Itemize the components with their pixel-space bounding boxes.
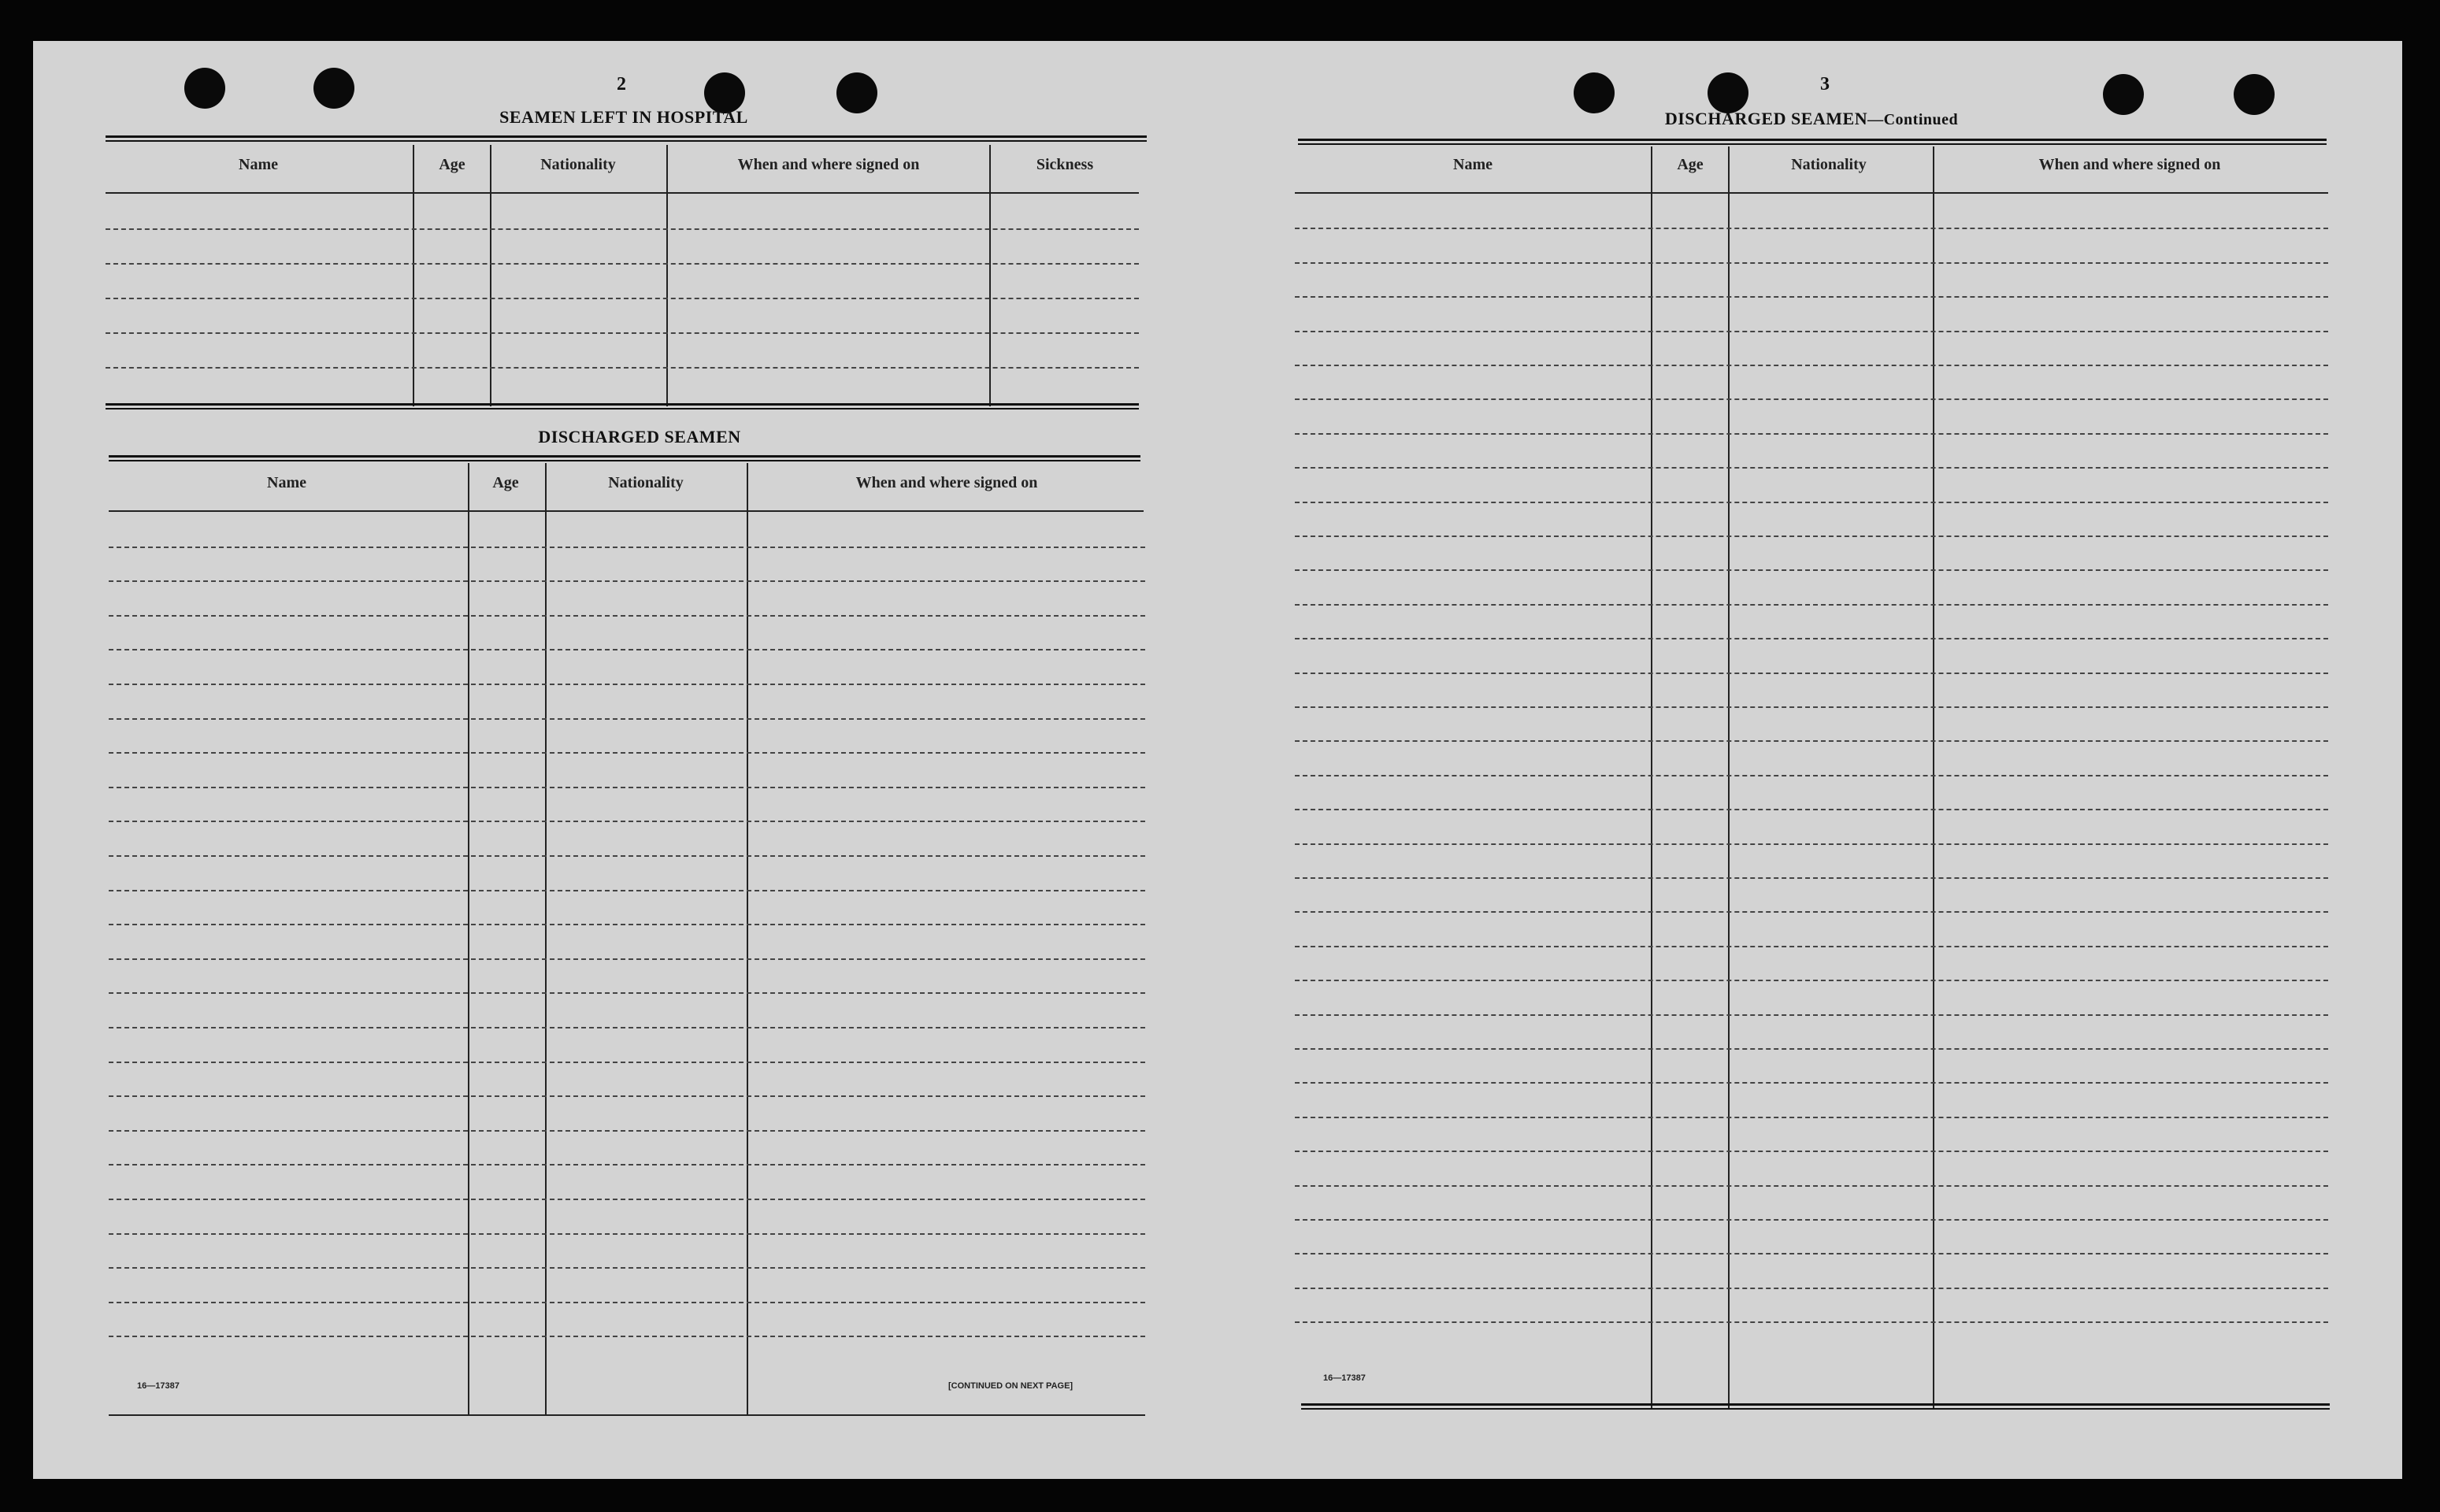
right-col-nationality: Nationality	[1791, 156, 1867, 173]
discharged-bottom-rule	[109, 1414, 1145, 1416]
discharged-entry-row	[109, 924, 1145, 925]
discharged-continued-entry-row	[1295, 1014, 2328, 1016]
hospital-header-rule	[106, 192, 1139, 194]
discharged-col-age: Age	[492, 474, 519, 491]
discharged-entry-row	[109, 1062, 1145, 1063]
right-header-rule	[1295, 192, 2328, 194]
hospital-col-sickness: Sickness	[1036, 156, 1094, 173]
hospital-entry-row	[106, 367, 1139, 369]
right-table-top-rule	[1298, 139, 2327, 145]
discharged-col-nationality: Nationality	[608, 474, 684, 491]
right-col-signed-on: When and where signed on	[2038, 156, 2221, 173]
discharged-continued-entry-row	[1295, 1117, 2328, 1118]
punch-hole	[184, 68, 225, 109]
hospital-table-top-rule	[106, 135, 1147, 142]
right-col-name: Name	[1453, 156, 1493, 173]
discharged-continued-entry-row	[1295, 1082, 2328, 1084]
discharged-entry-row	[109, 787, 1145, 788]
discharged-continued-entry-row	[1295, 706, 2328, 708]
hospital-col-nationality: Nationality	[540, 156, 616, 173]
discharged-col-divider	[545, 463, 547, 1416]
discharged-continued-entry-row	[1295, 467, 2328, 469]
discharged-continued-entry-row	[1295, 228, 2328, 229]
punch-hole	[836, 72, 877, 113]
discharged-entry-row	[109, 1027, 1145, 1028]
discharged-continued-entry-row	[1295, 638, 2328, 639]
discharged-section-title: DISCHARGED SEAMEN	[538, 427, 741, 447]
discharged-continued-entry-row	[1295, 946, 2328, 947]
right-col-age: Age	[1677, 156, 1704, 173]
discharged-continued-entry-row	[1295, 673, 2328, 674]
discharged-continued-entry-row	[1295, 296, 2328, 298]
hospital-entry-row	[106, 298, 1139, 299]
discharged-continued-entry-row	[1295, 569, 2328, 571]
discharged-entry-row	[109, 890, 1145, 891]
hospital-col-age: Age	[439, 156, 465, 173]
continued-suffix: —Continued	[1867, 111, 1959, 128]
discharged-continued-entry-row	[1295, 262, 2328, 264]
discharged-entry-row	[109, 580, 1145, 582]
discharged-continued-entry-row	[1295, 775, 2328, 776]
discharged-col-divider	[468, 463, 469, 1416]
discharged-entry-row	[109, 1336, 1145, 1337]
discharged-continued-title	[1665, 109, 1958, 129]
discharged-continued-entry-row	[1295, 843, 2328, 845]
punch-hole	[2103, 74, 2144, 115]
discharged-continued-entry-row	[1295, 433, 2328, 435]
punch-hole	[2234, 74, 2275, 115]
discharged-continued-entry-row	[1295, 331, 2328, 332]
discharged-continued-entry-row	[1295, 1253, 2328, 1254]
discharged-continued-entry-row	[1295, 502, 2328, 503]
discharged-continued-entry-row	[1295, 1185, 2328, 1187]
hospital-col-signed-on: When and where signed on	[737, 156, 920, 173]
discharged-col-signed-on: When and where signed on	[855, 474, 1038, 491]
right-table-bottom-rule	[1301, 1403, 2330, 1410]
discharged-continued-entry-row	[1295, 1288, 2328, 1289]
page-number-right: 3	[1820, 74, 1830, 94]
discharged-entry-row	[109, 958, 1145, 960]
discharged-continued-entry-row	[1295, 877, 2328, 879]
discharged-entry-row	[109, 1199, 1145, 1200]
hospital-section-title: SEAMEN LEFT IN HOSPITAL	[499, 107, 748, 127]
discharged-table-top-rule	[109, 455, 1140, 461]
discharged-header-rule	[109, 510, 1144, 512]
punch-hole	[1574, 72, 1615, 113]
form-code-left: 16—17387	[137, 1381, 180, 1391]
discharged-continued-entry-row	[1295, 1048, 2328, 1050]
punch-hole	[313, 68, 354, 109]
discharged-entry-row	[109, 992, 1145, 994]
discharged-continued-entry-row	[1295, 980, 2328, 981]
discharged-entry-row	[109, 1267, 1145, 1269]
discharged-continued-entry-row	[1295, 536, 2328, 537]
discharged-continued-entry-row	[1295, 911, 2328, 913]
discharged-continued-entry-row	[1295, 365, 2328, 366]
discharged-continued-entry-row	[1295, 604, 2328, 606]
discharged-entry-row	[109, 718, 1145, 720]
form-sheet	[33, 41, 2402, 1479]
discharged-entry-row	[109, 1130, 1145, 1132]
discharged-entry-row	[109, 1164, 1145, 1166]
discharged-entry-row	[109, 752, 1145, 754]
discharged-entry-row	[109, 821, 1145, 822]
hospital-entry-row	[106, 332, 1139, 334]
discharged-entry-row	[109, 1302, 1145, 1303]
discharged-entry-row	[109, 547, 1145, 548]
discharged-col-name: Name	[267, 474, 306, 491]
discharged-continued-entry-row	[1295, 1151, 2328, 1152]
form-code-right: 16—17387	[1323, 1373, 1366, 1383]
discharged-col-divider	[747, 463, 748, 1416]
discharged-continued-entry-row	[1295, 1219, 2328, 1221]
discharged-continued-entry-row	[1295, 398, 2328, 400]
discharged-entry-row	[109, 855, 1145, 857]
discharged-entry-row	[109, 615, 1145, 617]
hospital-entry-row	[106, 263, 1139, 265]
continued-note: [CONTINUED ON NEXT PAGE]	[948, 1381, 1074, 1391]
hospital-table-bottom-rule	[106, 403, 1139, 410]
discharged-entry-row	[109, 649, 1145, 650]
discharged-continued-entry-row	[1295, 809, 2328, 810]
hospital-entry-row	[106, 228, 1139, 230]
page-number-left: 2	[617, 74, 626, 94]
hospital-col-name: Name	[239, 156, 278, 173]
punch-hole	[1708, 72, 1748, 113]
discharged-continued-entry-row	[1295, 740, 2328, 742]
discharged-continued-entry-row	[1295, 1321, 2328, 1323]
discharged-continued-title-main: DISCHARGED SEAMEN	[1664, 109, 1868, 128]
discharged-entry-row	[109, 1233, 1145, 1235]
discharged-entry-row	[109, 684, 1145, 685]
discharged-entry-row	[109, 1095, 1145, 1097]
